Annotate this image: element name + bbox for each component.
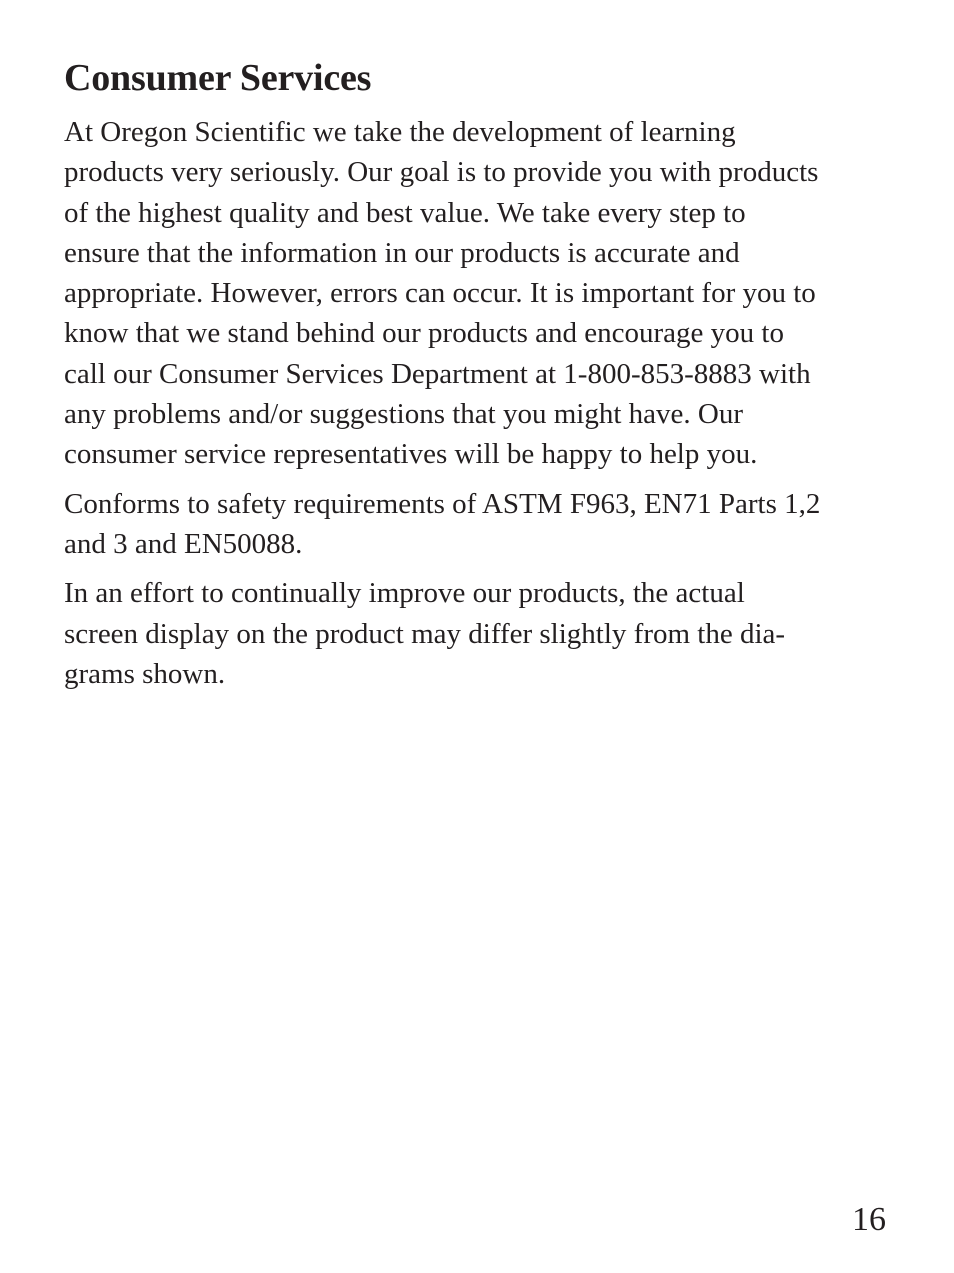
text-line: Conforms to safety requirements of ASTM F963, EN71 Parts 1,2 [64,487,821,520]
paragraph-display-disclaimer [64,573,894,694]
text-line: products very seriously. Our goal is to provide you with products [64,156,819,189]
text-line: grams shown. [64,657,226,690]
text-line: any problems and/or suggestions that you might have. Our [64,398,743,431]
text-line: and 3 and EN50088. [64,527,303,560]
page-content [64,52,894,703]
page-number: 16 [852,1201,886,1238]
text-line: In an effort to continually improve our products, the actual [64,577,745,610]
text-line: ensure that the information in our products is accurate and [64,236,740,269]
text-line: At Oregon Scientific we take the development of learning [64,116,736,148]
text-line: consumer service representatives will be happy to help you. [64,438,758,471]
text-line: appropriate. However, errors can occur. It is important for you to [64,277,816,310]
page-title: Consumer Services [64,57,372,99]
text-line: screen display on the product may differ slightly from the dia- [64,617,786,650]
text-line: know that we stand behind our products and encourage you to [64,317,784,350]
text-line: of the highest quality and best value. We take every step to [64,196,746,229]
paragraph-consumer-services [64,112,894,475]
text-line: call our Consumer Services Department at 1-800-853-8883 with [64,357,811,390]
paragraph-safety-conformance [64,484,894,565]
